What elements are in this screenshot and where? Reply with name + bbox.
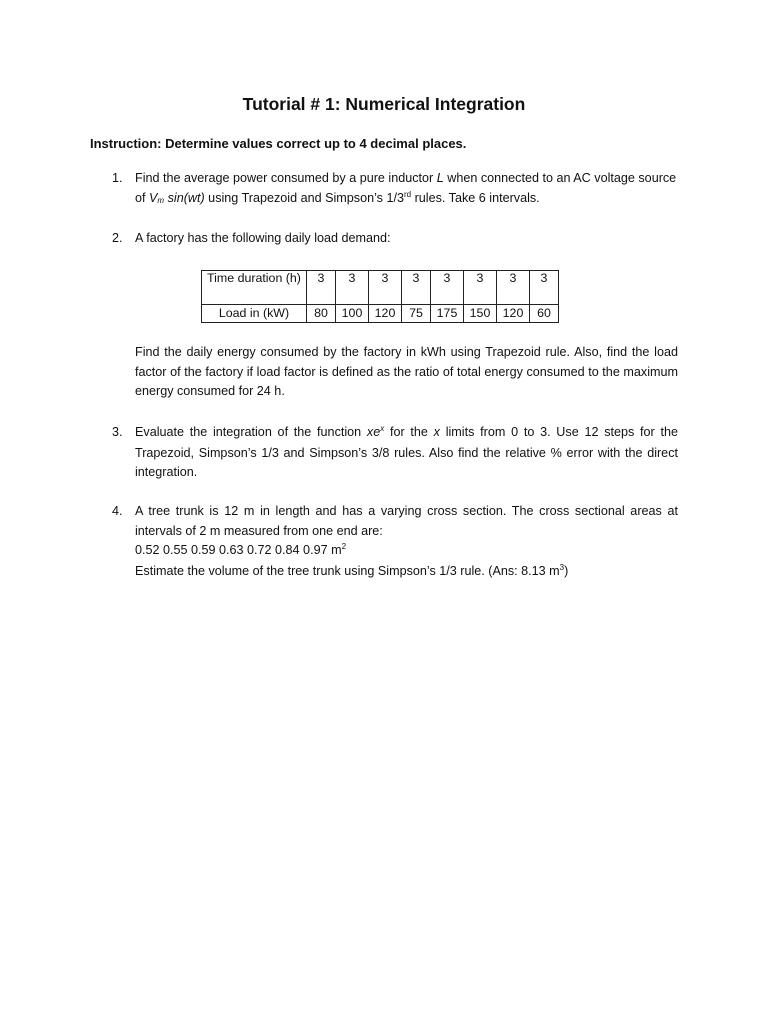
table-cell: 120 <box>369 305 402 323</box>
page-title: Tutorial # 1: Numerical Integration <box>242 94 526 114</box>
text-run: Find the average power consumed by a pure inductor <box>135 171 437 185</box>
variable: V <box>149 190 158 205</box>
text-run: limits from 0 to 3. Use 12 steps for the Trapezoid, Simpson’s 1/3 and Simpson’s 3/8 rules. Also find the relative % error with the direct integration. <box>135 425 678 480</box>
question-number: 4. <box>112 504 123 518</box>
question-number: 3. <box>112 425 123 439</box>
question-text: Find the daily energy consumed by the factory in kWh using Trapezoid rule. Also, find the load factor of the factory if load factor is defined as the ratio of total energy consumed to the maximum energy consumed for 24 h. <box>135 345 678 399</box>
question-line <box>135 189 678 210</box>
question-number: 2. <box>112 231 123 245</box>
question-text <box>135 423 678 483</box>
table-cell: 3 <box>336 271 369 305</box>
table-cell: 175 <box>431 305 464 323</box>
table-cell: 75 <box>402 305 431 323</box>
table-cell: 60 <box>530 305 559 323</box>
question-body <box>135 229 678 249</box>
table-cell: 80 <box>307 305 336 323</box>
question-text: A tree trunk is 12 m in length and has a varying cross section. The cross sectional areas at intervals of 2 m measured from one end are: <box>135 504 678 538</box>
function: sin(wt) <box>164 190 205 205</box>
table-cell: 120 <box>497 305 530 323</box>
superscript: x <box>380 424 385 433</box>
table-cell: 3 <box>464 271 497 305</box>
text-run: rules. Take 6 intervals. <box>411 190 540 205</box>
table-cell: 3 <box>431 271 464 305</box>
table-row <box>202 271 559 305</box>
text-run: ) <box>564 563 569 578</box>
question-line <box>135 169 678 189</box>
question-body <box>135 169 678 209</box>
text-run: 0.52 0.55 0.59 0.63 0.72 0.84 0.97 m <box>135 543 342 558</box>
row-header: Time duration (h) <box>202 271 307 305</box>
table-cell: 3 <box>307 271 336 305</box>
text-run: Estimate the volume of the tree trunk using Simpson’s 1/3 rule. (Ans: 8.13 m <box>135 563 560 578</box>
load-demand-table <box>201 270 559 323</box>
variable: x <box>433 425 440 439</box>
table-cell: 3 <box>369 271 402 305</box>
table-cell: 3 <box>402 271 431 305</box>
text-run: Evaluate the integration of the function <box>135 425 367 439</box>
values-line <box>135 541 678 562</box>
row-header: Load in (kW) <box>202 305 307 323</box>
question-body <box>135 423 678 483</box>
question-body <box>135 502 678 582</box>
table-cell: 3 <box>530 271 559 305</box>
instruction-text: Instruction: Determine values correct up to 4 decimal places. <box>90 136 467 151</box>
table-row <box>202 305 559 323</box>
superscript: 3 <box>559 562 565 572</box>
subscript: m <box>157 195 165 205</box>
superscript: rd <box>403 189 412 199</box>
superscript: 2 <box>341 542 347 552</box>
question-number: 1. <box>112 171 123 185</box>
text-run: of <box>135 190 150 205</box>
text-run: when connected to an AC voltage source <box>443 171 677 185</box>
text-run: for the <box>384 425 434 439</box>
estimate-line <box>135 562 678 583</box>
function: xe <box>366 425 381 439</box>
table-cell: 150 <box>464 305 497 323</box>
text-run: using Trapezoid and Simpson’s 1/3 <box>204 190 404 205</box>
question-text: A factory has the following daily load demand: <box>135 231 391 245</box>
table-cell: 100 <box>336 305 369 323</box>
question-body <box>135 343 678 402</box>
variable: L <box>436 171 444 185</box>
table-cell: 3 <box>497 271 530 305</box>
